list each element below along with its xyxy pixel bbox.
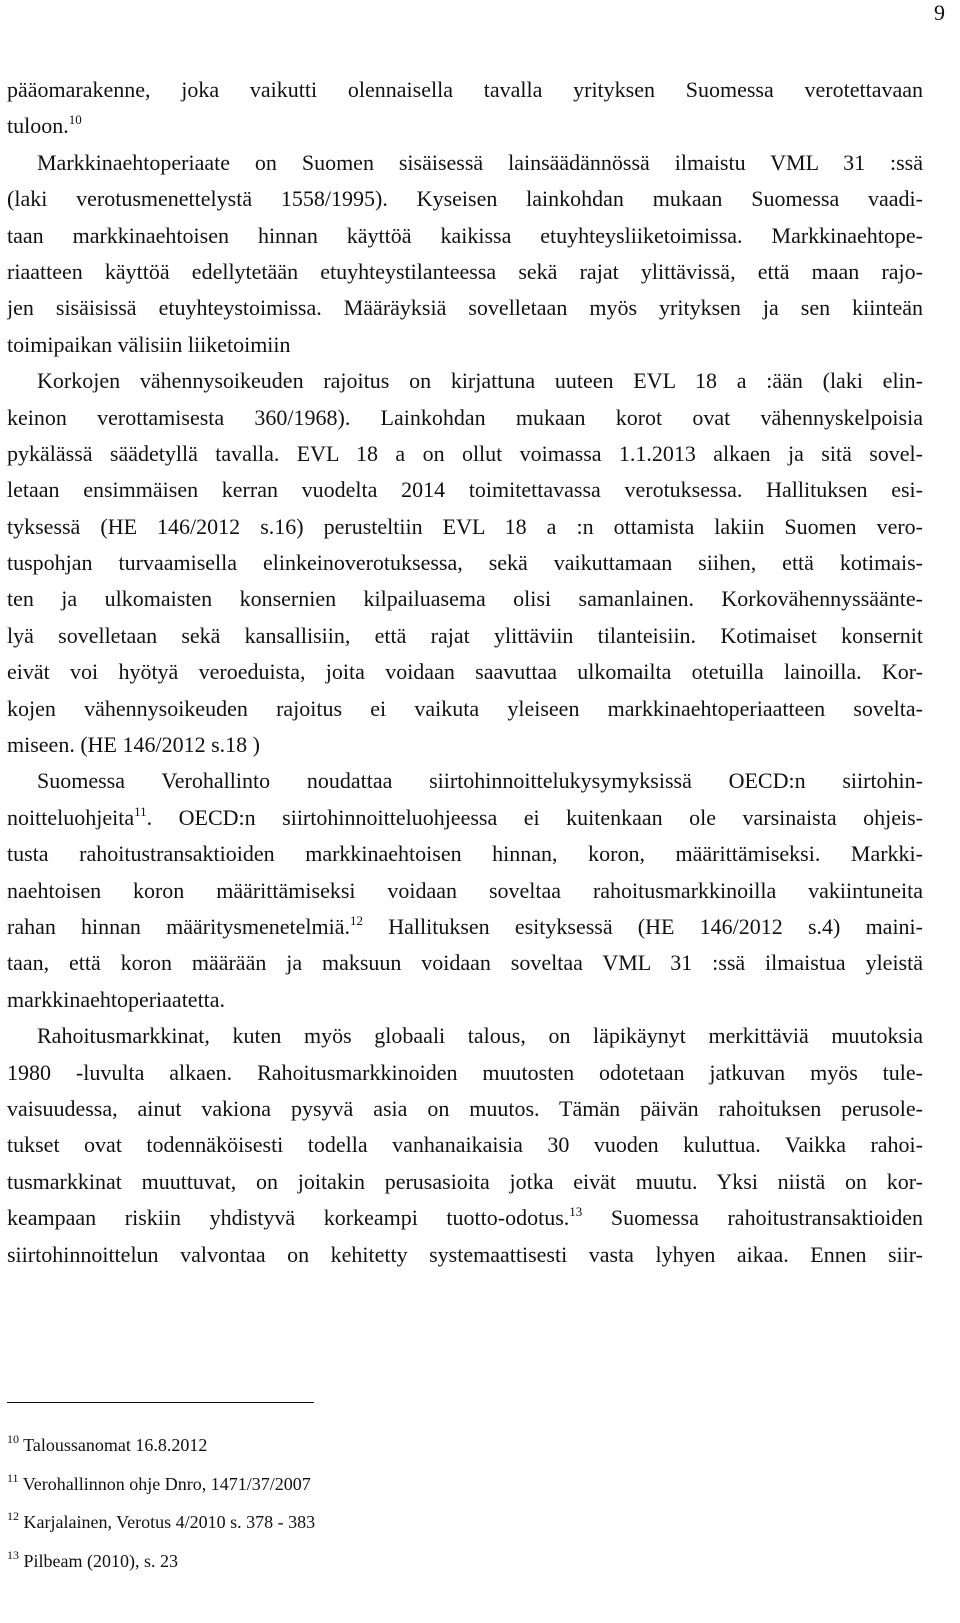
text-line — [7, 1055, 923, 1091]
text-line — [7, 181, 923, 217]
text-line — [7, 1200, 923, 1236]
footnote-reference: 10 — [68, 112, 82, 128]
line-text: (laki verotusmenettelystä 1558/1995). Kyseisen lainkohdan mukaan Suomessa vaadi- — [7, 186, 923, 212]
text-line — [7, 909, 923, 945]
footnote-reference: 13 — [569, 1204, 583, 1220]
footnote-text: Taloussanomat 16.8.2012 — [19, 1435, 208, 1455]
text-line — [7, 873, 923, 909]
line-text: Suomessa Verohallinto noudattaa siirtohinnoittelukysymyksissä OECD:n siirtohin- — [37, 768, 923, 794]
text-line — [7, 836, 923, 872]
line-text: Markkinaehtoperiaate on Suomen sisäisessä lainsäädännössä ilmaistu VML 31 :ssä — [37, 149, 923, 175]
body-text — [7, 72, 923, 1273]
text-line — [7, 509, 923, 545]
line-text: pääomarakenne, joka vaikutti olennaisella tavalla yrityksen Suomessa verotettavaan — [7, 77, 923, 102]
line-text: riaatteen käyttöä edellytetään etuyhteystilanteessa sekä rajat ylittävissä, että maan rajo- — [7, 258, 923, 284]
text-line — [7, 1164, 923, 1200]
line-text: tukset ovat todennäköisesti todella vanhanaikaisia 30 vuoden kuluttua. Vaikka rahoi- — [7, 1132, 923, 1158]
footnote-number: 10 — [7, 1432, 19, 1446]
text-line — [7, 727, 923, 763]
text-line — [7, 145, 923, 181]
line-text: lyä sovelletaan sekä kansallisiin, että rajat ylittäviin tilanteisiin. Kotimaiset konsernit — [7, 622, 923, 648]
text-line — [7, 1091, 923, 1127]
line-text: keampaan riskiin yhdistyvä korkeampi tuotto-odotus. — [7, 1205, 570, 1231]
footnote — [7, 1465, 923, 1504]
line-text: siirtohinnoittelun valvontaa on kehitetty systemaattisesti vasta lyhyen aikaa. Ennen siir- — [7, 1241, 923, 1267]
line-text: noitteluohjeita — [7, 804, 135, 830]
line-text: eivät voi hyötyä veroeduista, joita voidaan saavuttaa ulkomailta otetuilla lainoilla. Kor- — [7, 659, 923, 685]
line-text: miseen. (HE 146/2012 s.18 ) — [7, 732, 260, 758]
line-text-continued: . OECD:n siirtohinnoitteluohjeessa ei kuitenkaan ole varsinaista ohjeis- — [146, 804, 923, 830]
line-text: 1980 -luvulta alkaen. Rahoitusmarkkinoiden muutosten odotetaan jatkuvan myös tule- — [7, 1059, 923, 1085]
line-text: rahan hinnan määritysmenetelmiä. — [7, 913, 351, 939]
line-text: tyksessä (HE 146/2012 s.16) perusteltiin EVL 18 a :n ottamista lakiin Suomen vero- — [7, 513, 923, 539]
line-text: tusta rahoitustransaktioiden markkinaehtoisen hinnan, koron, määrittämiseksi. Markki- — [7, 841, 923, 867]
text-line — [7, 327, 923, 363]
line-text: Korkojen vähennysoikeuden rajoitus on kirjattuna uuteen EVL 18 a :ään (laki elin- — [37, 368, 923, 394]
line-text: jen sisäisissä etuyhteystoimissa. Määräyksiä sovelletaan myös yrityksen ja sen kiinteän — [7, 295, 923, 321]
text-line — [7, 400, 923, 436]
line-text: naehtoisen koron määrittämiseksi voidaan soveltaa rahoitusmarkkinoilla vakiintuneita — [7, 877, 923, 903]
footnote-number: 11 — [7, 1470, 19, 1485]
line-text: Rahoitusmarkkinat, kuten myös globaali talous, on läpikäynyt merkittäviä muutoksia — [37, 1023, 923, 1049]
text-line — [7, 218, 923, 254]
text-line — [7, 472, 923, 508]
line-text-continued: Suomessa rahoitustransaktioiden — [582, 1205, 923, 1231]
text-line — [7, 581, 923, 617]
footnote-text: Karjalainen, Verotus 4/2010 s. 378 - 383 — [19, 1512, 316, 1533]
text-line — [7, 1018, 923, 1054]
line-text: tuloon. — [7, 113, 69, 139]
line-text: tusmarkkinat muuttuvat, on joitakin perusasioita jotka eivät muutu. Yksi niistä on kor- — [7, 1168, 923, 1194]
text-line — [7, 363, 923, 399]
footnote — [7, 1542, 923, 1581]
footnote-number: 13 — [7, 1548, 19, 1563]
footnote — [7, 1426, 923, 1465]
footnote-reference: 11 — [134, 803, 147, 819]
text-line — [7, 654, 923, 690]
line-text-continued: Hallituksen esityksessä (HE 146/2012 s.4) maini- — [363, 913, 923, 939]
text-line — [7, 254, 923, 290]
text-line — [7, 763, 923, 799]
line-text: pykälässä säädetyllä tavalla. EVL 18 a on ollut voimassa 1.1.2013 alkaen ja sitä sovel- — [7, 440, 923, 466]
line-text: toimipaikan välisiin liiketoimiin — [7, 331, 291, 357]
text-line — [7, 982, 923, 1018]
line-text: taan, että koron määrään ja maksuun voidaan soveltaa VML 31 :ssä ilmaistua yleistä — [7, 950, 923, 976]
line-text: taan markkinaehtoisen hinnan käyttöä kaikissa etuyhteysliiketoimissa. Markkinaehtope- — [7, 222, 923, 248]
footnote-number: 12 — [7, 1509, 19, 1524]
text-line — [7, 1237, 923, 1273]
line-text: tuspohjan turvaamisella elinkeinoverotuksessa, sekä vaikuttamaan siihen, että kotimais- — [7, 550, 923, 576]
line-text: keinon verottamisesta 360/1968). Lainkohdan mukaan korot ovat vähennyskelpoisia — [7, 404, 923, 430]
page-number: 9 — [934, 0, 945, 25]
line-text: markkinaehtoperiaatetta. — [7, 986, 226, 1012]
text-line — [7, 72, 923, 108]
text-line — [7, 945, 923, 981]
text-line — [7, 1127, 923, 1163]
text-line — [7, 691, 923, 727]
footnotes — [7, 1426, 923, 1581]
text-line — [7, 436, 923, 472]
line-text: ten ja ulkomaisten konsernien kilpailuasema olisi samanlainen. Korkovähennyssäänte- — [7, 586, 923, 612]
line-text: vaisuudessa, ainut vakiona pysyvä asia on muutos. Tämän päivän rahoituksen perusole- — [7, 1095, 923, 1121]
line-text: letaan ensimmäisen kerran vuodelta 2014 toimitettavassa verotuksessa. Hallituksen esi- — [7, 477, 923, 503]
footnote-text: Pilbeam (2010), s. 23 — [19, 1551, 178, 1572]
text-line — [7, 618, 923, 654]
footnote-reference: 12 — [350, 912, 364, 928]
footnote-divider — [7, 1402, 314, 1403]
text-line — [7, 108, 923, 144]
text-line — [7, 545, 923, 581]
line-text: kojen vähennysoikeuden rajoitus ei vaikuta yleiseen markkinaehtoperiaatteen sovelta- — [7, 695, 923, 721]
footnote — [7, 1503, 923, 1542]
footnote-text: Verohallinnon ohje Dnro, 1471/37/2007 — [18, 1473, 311, 1494]
text-line — [7, 800, 923, 836]
text-line — [7, 290, 923, 326]
